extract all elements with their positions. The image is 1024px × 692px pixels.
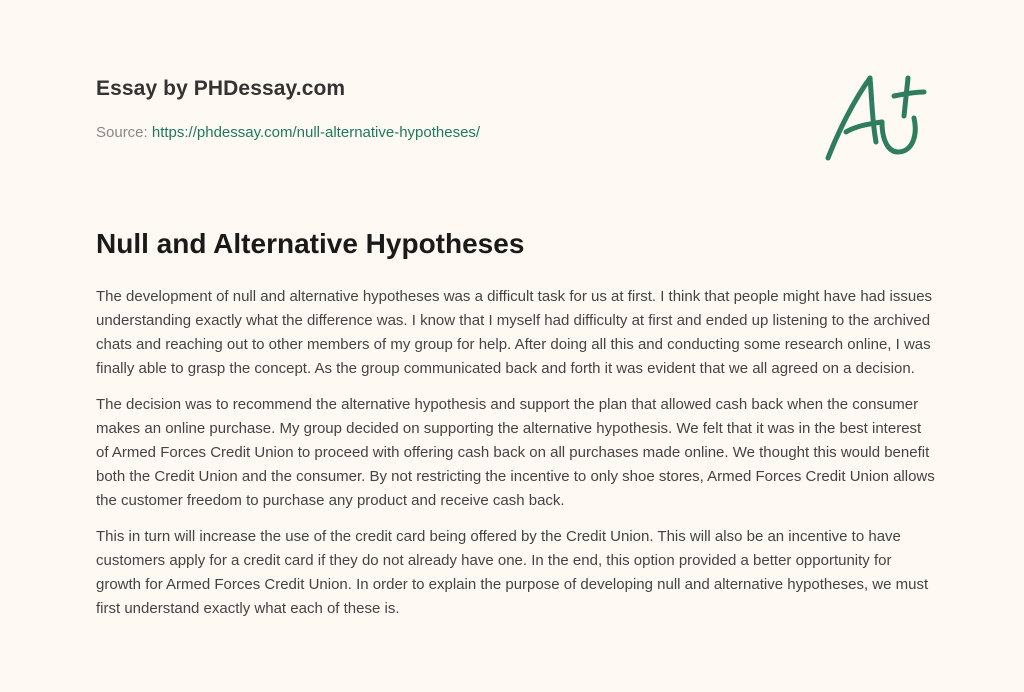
essay-body bbox=[96, 285, 936, 633]
source-line bbox=[96, 124, 480, 141]
essay-paragraph: The decision was to recommend the alternative hypothesis and support the plan that allowed cash back when the consumer makes an online purchase. My group decided on supporting the alternative hypothesis. We felt that it was in the best interest of Armed Forces Credit Union to proceed with offering cash back on all purchases made online. We thought this would benefit both the Credit Union and the consumer. By not restricting the incentive to only shoe stores, Armed Forces Credit Union allows the customer freedom to purchase any product and receive cash back. bbox=[96, 396, 935, 509]
source-label: Source: bbox=[96, 124, 148, 141]
source-link[interactable]: https://phdessay.com/null-alternative-hypotheses/ bbox=[151, 124, 481, 141]
essay-paragraph: This in turn will increase the use of the credit card being offered by the Credit Union. This will also be an incentive to have customers apply for a credit card if they do not already have one. In the end, this option provided a better opportunity for growth for Armed Forces Credit Union. In order to explain the purpose of developing null and alternative hypotheses, we must first understand exactly what each of these is. bbox=[96, 528, 929, 617]
page-header bbox=[96, 0, 928, 190]
essay-paragraph: The development of null and alternative hypotheses was a difficult task for us at first. I think that people might have had issues understanding exactly what the difference was. I know that I myself had difficulty at first and ended up listening to the archived chats and reaching out to other members of my group for help. After doing all this and conducting some research online, I was finally able to grasp the concept. As the group communicated back and forth it was evident that we all agreed on a decision. bbox=[96, 288, 933, 377]
a-plus-grade-icon bbox=[824, 70, 928, 164]
essay-title: Null and Alternative Hypotheses bbox=[96, 228, 525, 259]
brand-title: Essay by PHDessay.com bbox=[96, 77, 346, 100]
